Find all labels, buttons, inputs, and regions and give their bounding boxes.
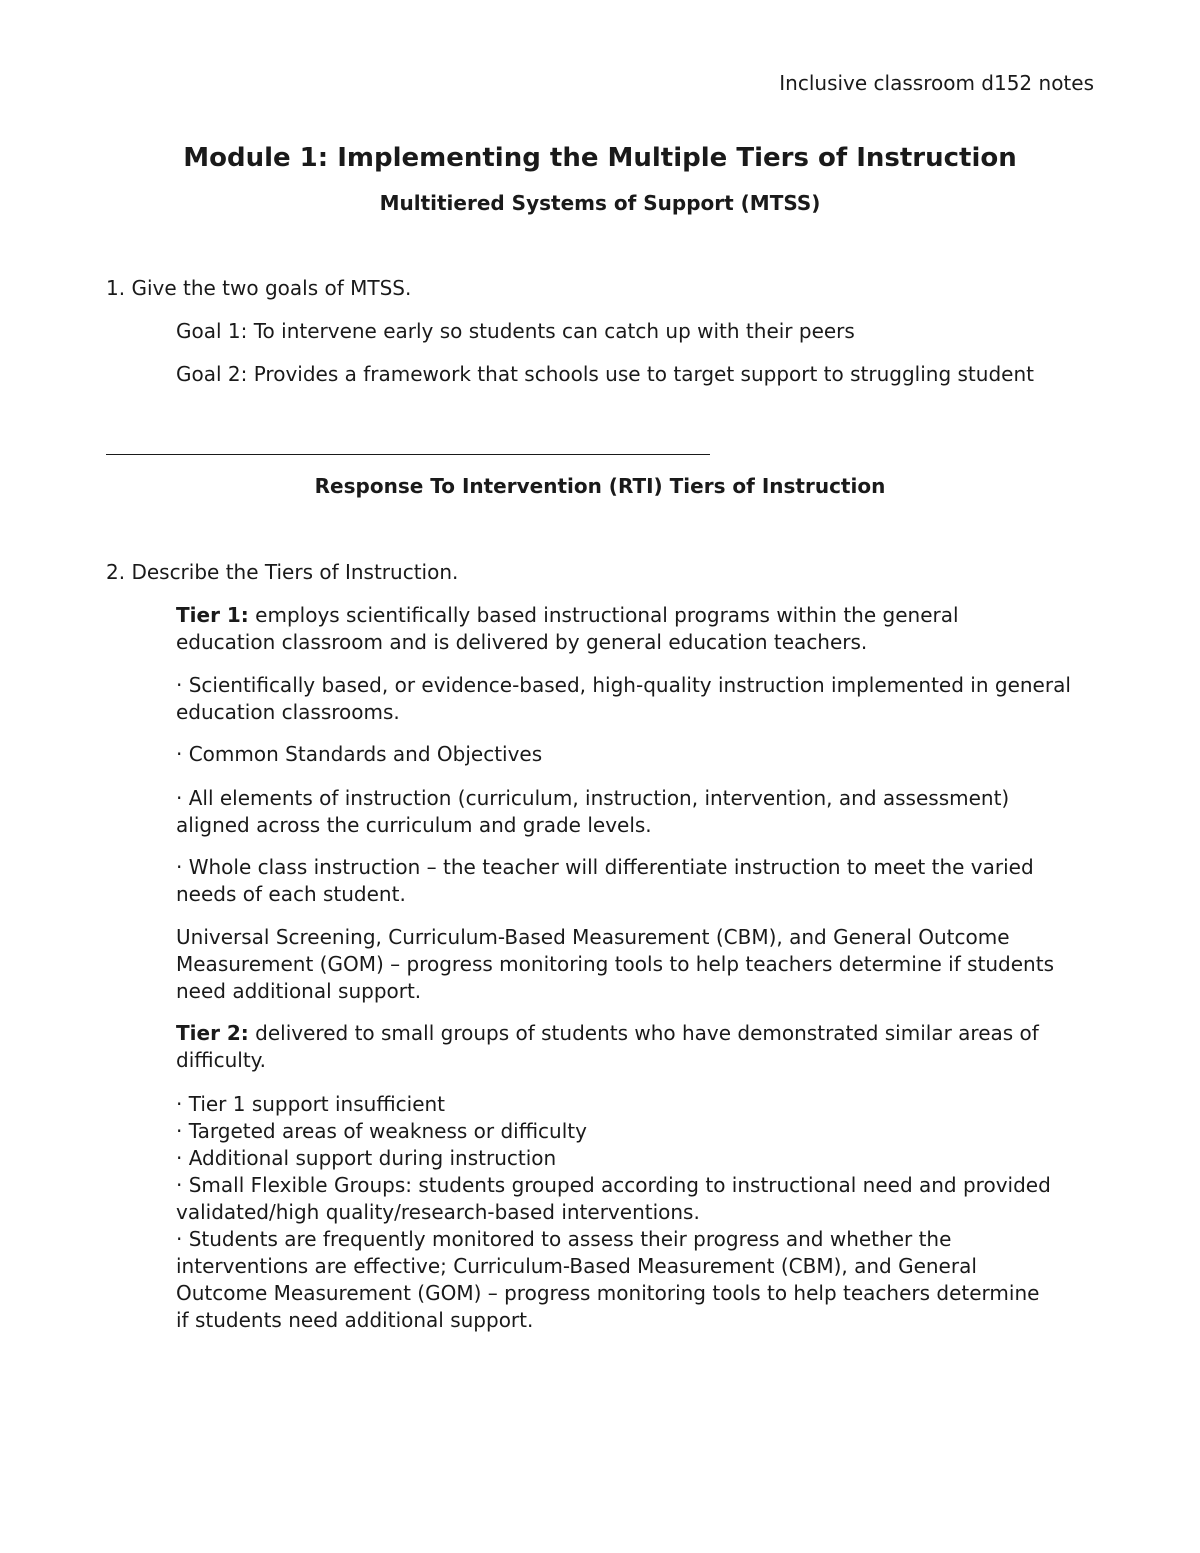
tier1-note: Universal Screening, Curriculum-Based Measurement (CBM), and General Outcome Measurement (GOM) – progress monitoring tools to help teachers determine if students need additional support.	[176, 925, 1054, 1003]
goal-2: Goal 2: Provides a framework that schools use to target support to struggling student	[176, 362, 1034, 386]
tier1-bullet: · All elements of instruction (curriculum, instruction, intervention, and assessment) aligned across the curriculum and grade levels.	[176, 786, 1010, 837]
page-title: Module 1: Implementing the Multiple Tiers of Instruction	[183, 143, 1017, 173]
tier1-desc: employs scientifically based instructional programs within the general education classroom and is delivered by general education teachers.	[176, 603, 959, 654]
tier1-bullet: · Whole class instruction – the teacher will differentiate instruction to meet the varied needs of each student.	[176, 855, 1034, 906]
goal-1: Goal 1: To intervene early so students can catch up with their peers	[176, 319, 855, 343]
tier2-bullet-list	[176, 1091, 1056, 1334]
tier2-bullet: · Students are frequently monitored to assess their progress and whether the interventions are effective; Curriculum-Based Measurement (CBM), and General Outcome Measurement (GOM) – progress monitoring tools to help teachers determine if students need additional support.	[176, 1227, 1040, 1332]
tier2-bullet: · Small Flexible Groups: students grouped according to instructional need and provided validated/high quality/research-based interventions.	[176, 1173, 1051, 1224]
tier1-bullet: · Common Standards and Objectives	[176, 742, 543, 766]
tier2-description	[176, 1020, 1086, 1074]
section-divider	[106, 454, 710, 455]
page-subtitle: Multitiered Systems of Support (MTSS)	[379, 191, 821, 215]
question-1: 1. Give the two goals of MTSS.	[106, 276, 412, 300]
tier2-label: Tier 2:	[176, 1021, 249, 1045]
section-title: Response To Intervention (RTI) Tiers of Instruction	[314, 474, 886, 498]
tier2-bullet: · Additional support during instruction	[176, 1146, 557, 1170]
header-note: Inclusive classroom d152 notes	[779, 71, 1094, 95]
tier2-desc: delivered to small groups of students who have demonstrated similar areas of difficulty.	[176, 1021, 1039, 1072]
tier2-bullet: · Targeted areas of weakness or difficulty	[176, 1119, 587, 1143]
question-2: 2. Describe the Tiers of Instruction.	[106, 560, 459, 584]
tier2-bullet: · Tier 1 support insufficient	[176, 1092, 446, 1116]
tier1-label: Tier 1:	[176, 603, 249, 627]
tier1-bullet: · Scientifically based, or evidence-based, high-quality instruction implemented in general education classrooms.	[176, 673, 1071, 724]
tier1-description	[176, 602, 1056, 656]
